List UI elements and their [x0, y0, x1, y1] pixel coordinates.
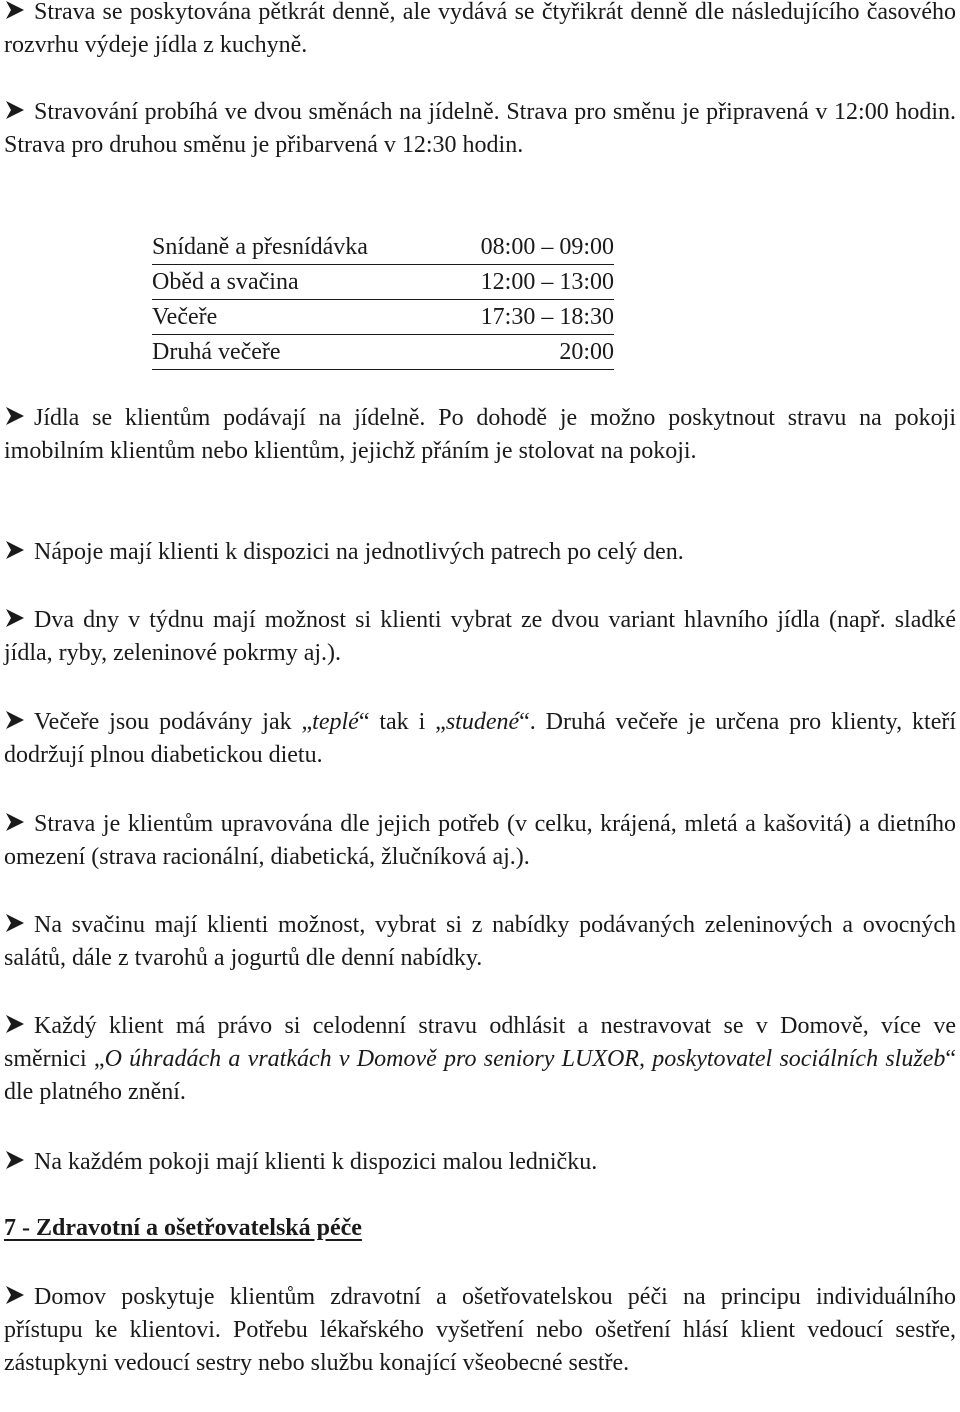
arrowhead-bullet-icon [4, 1012, 26, 1036]
section-heading: 7 - Zdravotní a ošetřovatelská péče [4, 1215, 362, 1241]
schedule-meal: Večeře [152, 304, 218, 330]
schedule-time: 17:30 – 18:30 [480, 304, 614, 330]
schedule-meal: Oběd a svačina [152, 269, 299, 295]
schedule-meal: Snídaně a přesnídávka [152, 234, 368, 260]
arrowhead-bullet-icon [4, 1283, 26, 1307]
arrowhead-bullet-icon [4, 911, 26, 935]
paragraph-snacks: Na svačinu mají klienti možnost, vybrat si z nabídky podávaných zeleninových a ovocných salátů, dále z tvarohů a jogurtů dle denní nabídky. [4, 912, 956, 971]
schedule-time: 20:00 [559, 339, 614, 365]
paragraph-meal-frequency: Strava se poskytována pětkrát denně, ale vydává se čtyřikrát denně dle následujícího časového rozvrhu výdeje jídla z kuchyně. [4, 0, 956, 58]
arrowhead-bullet-icon [4, 708, 26, 732]
arrowhead-bullet-icon [4, 98, 26, 122]
arrowhead-bullet-icon [4, 0, 26, 22]
schedule-row [152, 335, 614, 370]
schedule-row [152, 300, 614, 335]
schedule-row [152, 230, 614, 265]
paragraph-fridge: Na každém pokoji mají klienti k dispozici malou ledničku. [4, 1146, 956, 1179]
meal-schedule-table [152, 230, 614, 370]
paragraph-health-care: Domov poskytuje klientům zdravotní a ošetřovatelskou péči na principu individuálního přístupu ke klientovi. Potřebu lékařského vyšetření nebo ošetření hlásí klient vedoucí sestře, zástupkyni vedoucí sestry nebo službu konající všeobecné sestře. [4, 1284, 956, 1376]
paragraph-diet-adjustment: Strava je klientům upravována dle jejich potřeb (v celku, krájená, mletá a kašovitá) a dietního omezení (strava racionální, diabetická, žlučníková aj.). [4, 811, 956, 870]
paragraph-shifts: Stravování probíhá ve dvou směnách na jídelně. Strava pro směnu je připravená v 12:00 hodin. Strava pro druhou směnu je přibarvená v 12:30 hodin. [4, 99, 956, 158]
paragraph-cancel-meals: Každý klient má právo si celodenní stravu odhlásit a nestravovat se v Domově, více ve směrnici „O úhradách a vratkách v Domově pro seniory LUXOR, poskytovatel sociálních služeb“ dle platného znění. [4, 1013, 956, 1105]
arrowhead-bullet-icon [4, 1148, 26, 1172]
arrowhead-bullet-icon [4, 606, 26, 630]
schedule-time: 12:00 – 13:00 [480, 269, 614, 295]
arrowhead-bullet-icon [4, 404, 26, 428]
schedule-time: 08:00 – 09:00 [480, 234, 614, 260]
paragraph-drinks: Nápoje mají klienti k dispozici na jednotlivých patrech po celý den. [4, 536, 956, 569]
arrowhead-bullet-icon [4, 538, 26, 562]
paragraph-dining-room: Jídla se klientům podávají na jídelně. Po dohodě je možno poskytnout stravu na pokoji imobilním klientům nebo klientům, jejichž přáním je stolovat na pokoji. [4, 405, 956, 464]
paragraph-menu-choice: Dva dny v týdnu mají možnost si klienti vybrat ze dvou variant hlavního jídla (např. sladké jídla, ryby, zeleninové pokrmy aj.). [4, 607, 956, 666]
schedule-meal: Druhá večeře [152, 339, 281, 365]
paragraph-dinners: Večeře jsou podávány jak „teplé“ tak i „studené“. Druhá večeře je určena pro klienty, kteří dodržují plnou diabetickou dietu. [4, 709, 957, 768]
arrowhead-bullet-icon [4, 810, 26, 834]
schedule-row [152, 265, 614, 300]
